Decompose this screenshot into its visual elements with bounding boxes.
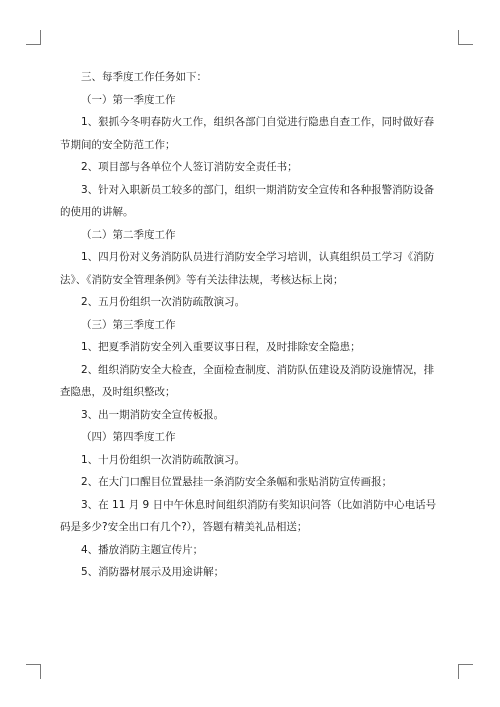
task-item: 3、在 11 月 9 日中午休息时间组织消防有奖知识问答（比如消防中心电话号码是多少?安全出口有几个?），答题有精美礼品相送； [60,498,437,533]
page-corner-mark-top-right [458,30,473,45]
page-corner-mark-top-left [26,30,41,45]
task-item: 2、组织消防安全大检查，全面检查制度、消防队伍建设及消防设施情况，排查隐患，及时组织整改； [60,363,435,398]
task-item: 4、播放消防主题宣传片； [81,543,204,556]
task-item: 1、狠抓今冬明春防火工作，组织各部门自觉进行隐患自查工作，同时做好春节期间的安全防范工作； [60,116,435,151]
task-item: 2、五月份组织一次消防疏散演习。 [81,296,246,308]
document-body [60,66,442,584]
quarter-heading-q1: （一）第一季度工作 [81,93,176,106]
quarter-heading-q2: （二）第二季度工作 [81,228,176,241]
task-item: 3、出一期消防安全宣传板报。 [81,408,225,421]
task-item: 2、项目部与各单位个人签订消防安全责任书； [81,161,298,173]
task-item: 3、针对入职新员工较多的部门，组织一期消防安全宣传和各种报警消防设备的使用的讲解。 [60,183,435,218]
task-item: 1、四月份对义务消防队员进行消防安全学习培训，认真组织员工学习《消防法》、《消防安全管理条例》等有关法律法规，考核达标上岗； [60,251,435,286]
task-item: 2、在大门口醒目位置悬挂一条消防安全条幅和张贴消防宣传画报； [81,476,393,488]
quarter-heading-q3: （三）第三季度工作 [81,318,176,331]
page-corner-mark-bottom-left [26,664,41,679]
task-item: 5、消防器材展示及用途讲解； [81,566,225,578]
page-corner-mark-bottom-right [458,664,473,679]
quarter-heading-q4: （四）第四季度工作 [81,431,176,443]
task-item: 1、十月份组织一次消防疏散演习。 [81,453,246,466]
section-heading: 三、每季度工作任务如下： [81,71,207,83]
task-item: 1、把夏季消防安全列入重要议事日程，及时排除安全隐患； [81,341,361,353]
